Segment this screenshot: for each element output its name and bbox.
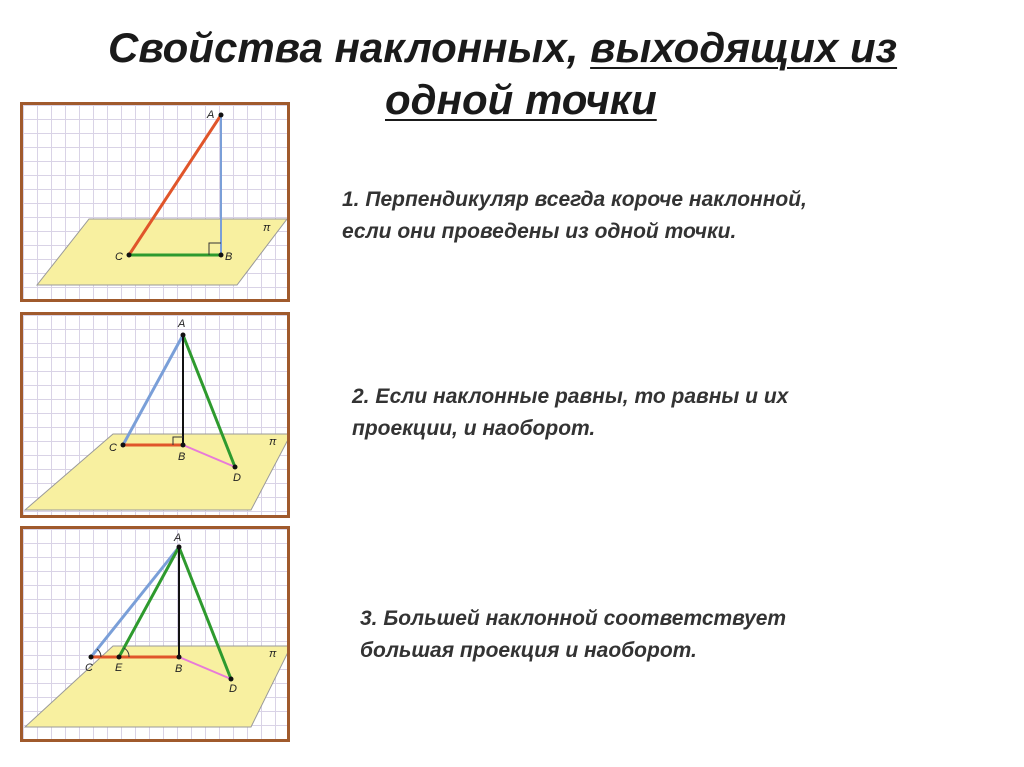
point-c (127, 253, 132, 258)
label-c: C (109, 442, 117, 454)
point-a (181, 333, 186, 338)
label-e: E (115, 662, 123, 674)
label-b: B (178, 451, 186, 463)
plane-1 (37, 219, 287, 285)
slant-ac (91, 547, 179, 657)
label-c: C (115, 251, 123, 263)
point-b (177, 655, 182, 660)
label-plane: π (269, 436, 277, 448)
point-d (233, 465, 238, 470)
label-plane: π (269, 648, 277, 660)
property-3-line-2: большая проекция и наоборот. (360, 639, 697, 662)
property-3-text (360, 603, 786, 667)
label-plane: π (263, 222, 271, 234)
property-2-line-2: проекции, и наоборот. (352, 417, 596, 440)
title-plain-part: Свойства наклонных, (108, 24, 591, 71)
label-b: B (175, 663, 183, 675)
point-a (219, 113, 224, 118)
slant-ae (119, 547, 179, 657)
diagram-3-svg (23, 529, 290, 742)
point-b (181, 443, 186, 448)
point-d (229, 677, 234, 682)
diagram-2-svg (23, 315, 290, 518)
property-1-text (342, 184, 807, 248)
label-b: B (225, 251, 233, 263)
diagram-panel-2 (20, 312, 290, 518)
diagram-panel-3 (20, 526, 290, 742)
label-a: A (178, 318, 186, 330)
property-3-line-1: 3. Большей наклонной соответствует (360, 607, 787, 630)
property-1-line-1: 1. Перпендикуляр всегда короче наклонной, (342, 188, 807, 211)
point-e (117, 655, 122, 660)
property-1-line-2: если они проведены из одной точки. (342, 220, 737, 243)
label-a: A (174, 532, 182, 544)
label-d: D (233, 472, 241, 484)
slant-ac (123, 335, 183, 445)
point-b (219, 253, 224, 258)
title-underlined-part-1: выходящих из (590, 24, 898, 71)
point-c (89, 655, 94, 660)
point-a (177, 545, 182, 550)
property-2-line-1: 2. Если наклонные равны, то равны и их (352, 385, 789, 408)
title-line-1 (108, 22, 897, 74)
title-line-2: одной точки (385, 76, 657, 123)
label-a: A (207, 109, 215, 121)
point-c (121, 443, 126, 448)
property-2-text (352, 381, 788, 445)
diagram-1-svg (23, 105, 290, 302)
diagram-panel-1 (20, 102, 290, 302)
label-c: C (85, 662, 93, 674)
label-d: D (229, 683, 237, 695)
